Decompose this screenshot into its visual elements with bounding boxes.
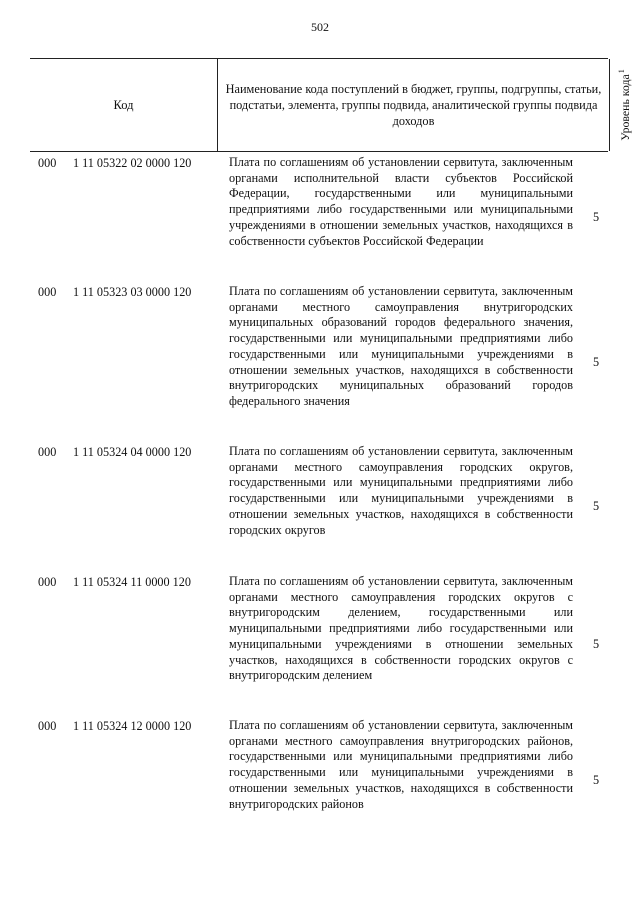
row-prefix: 000	[38, 156, 57, 170]
row-prefix: 000	[38, 575, 57, 589]
header-code: Код	[30, 59, 218, 151]
row-code: 1 11 05322 02 0000 120	[73, 156, 192, 170]
row-description: Плата по соглашениям об установлении сервитута, заключенным органами местного самоуправления городских округов, государственными или муниципальными предприятиями либо государственными или муниципальными учреждениями в отношении земельных участков, находящихся в собственности городских округов	[229, 444, 573, 537]
row-description: Плата по соглашениям об установлении сервитута, заключенным органами местного самоуправления городских округов с внутригородским делением, государственными или муниципальными предприятиями либо государственными или муниципальными учреждениями в отношении земельных участков, находящихся в собственности городских округов с внутригородским делением	[229, 574, 573, 683]
header-level-footnote: 1	[616, 69, 626, 74]
row-description: Плата по соглашениям об установлении сервитута, заключенным органами местного самоуправления внутригородских муниципальных образований городов федерального значения, государственными или муниципальными предприятиями либо государственными или муниципальными учреждениями в отношении земельных участков, находящихся в собственности внутригородских муниципальных образований городов федерального значения	[229, 284, 573, 408]
page-number: 502	[311, 20, 329, 34]
header-name: Наименование кода поступлений в бюджет, группы, подгруппы, статьи, подстатьи, элемента, группы подвида, аналитической группы подвида доходов	[218, 59, 610, 151]
row-code: 1 11 05323 03 0000 120	[73, 285, 192, 299]
header-level-label	[610, 59, 640, 151]
header-level-text: Уровень кода	[617, 74, 632, 141]
header-level	[610, 59, 640, 151]
row-description: Плата по соглашениям об установлении сервитута, заключенным органами исполнительной власти субъектов Российской Федерации, государственными или муниципальными предприятиями либо государственными или муниципальными учреждениями в отношении земельных участков, находящихся в собственности субъектов Российской Федерации	[229, 155, 573, 248]
row-prefix: 000	[38, 285, 57, 299]
row-code: 1 11 05324 04 0000 120	[73, 445, 192, 459]
row-level: 5	[592, 637, 600, 651]
row-prefix: 000	[38, 445, 57, 459]
row-level: 5	[592, 499, 600, 513]
row-code: 1 11 05324 11 0000 120	[73, 575, 191, 589]
row-level: 5	[592, 210, 600, 224]
row-description: Плата по соглашениям об установлении сервитута, заключенным органами местного самоуправления внутригородских районов, государственными или муниципальными предприятиями либо государственными или муниципальными учреждениями в отношении земельных участков, находящихся в собственности внутригородских районов	[229, 718, 573, 811]
table-header	[30, 58, 632, 152]
row-level: 5	[592, 773, 600, 787]
row-code: 1 11 05324 12 0000 120	[73, 719, 192, 733]
row-level: 5	[592, 355, 600, 369]
row-prefix: 000	[38, 719, 57, 733]
